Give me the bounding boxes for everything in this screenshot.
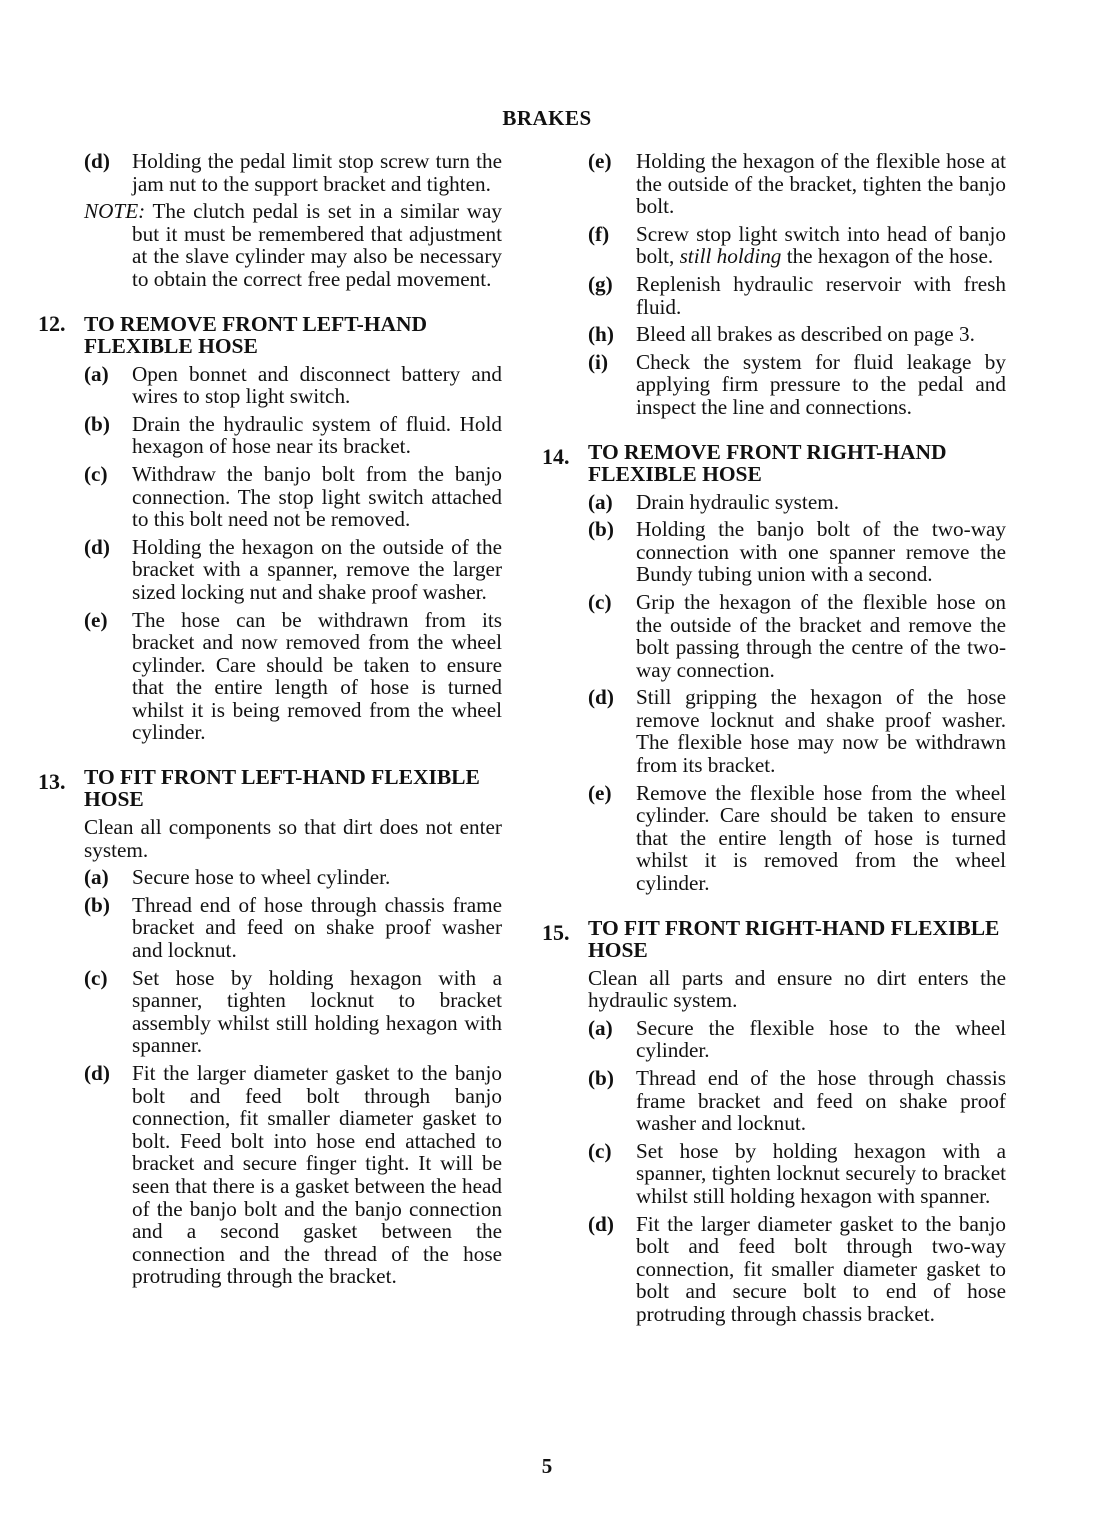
item-text-emphasis: still holding (679, 244, 782, 269)
section-number: 15. (542, 919, 570, 945)
item-text: Drain hydraulic system. (636, 489, 839, 514)
item-text: Holding the hexagon on the outside of the bracket with a spanner, remove the larger sized locking nut and shake proof washer. (132, 534, 502, 604)
item-label: (b) (588, 1066, 614, 1090)
page-title: BRAKES (502, 106, 592, 130)
list-item (84, 967, 502, 1057)
list-item (588, 1140, 1006, 1208)
note-text: The clutch pedal is set in a similar way but it must be remembered that adjustment at the slave cylinder may also be necessary to obtain the correct free pedal movement. (132, 199, 502, 291)
item-label: (a) (84, 865, 109, 890)
item-text: Replenish hydraulic reservoir with fresh fluid. (636, 271, 1006, 319)
list-item (84, 866, 502, 889)
item-text: Check the system for fluid leakage by applying firm pressure to the pedal and inspect the line and connections. (636, 349, 1006, 419)
item-text: Thread end of hose through chassis frame bracket and feed on shake proof washer and locknut. (132, 892, 502, 963)
page-number: 5 (541, 1454, 553, 1478)
list-item (84, 536, 502, 604)
section-14 (542, 439, 1006, 896)
item-text: Set hose by holding hexagon with a spanner, tighten locknut to bracket assembly whilst still holding hexagon with spanner. (132, 965, 502, 1058)
list-item (84, 413, 502, 458)
list-item (588, 491, 1006, 514)
section-title: TO FIT FRONT RIGHT-HAND FLEXIBLE HOSE (588, 915, 1000, 962)
left-column (38, 149, 502, 1293)
item-label: (a) (588, 1015, 613, 1040)
item-text: Holding the pedal limit stop screw turn the jam nut to the support bracket and tighten. (132, 149, 502, 196)
list-item (588, 686, 1006, 776)
section-title: TO FIT FRONT LEFT-HAND FLEXIBLE HOSE (84, 765, 480, 812)
list-item (84, 894, 502, 962)
item-text-after: the hexagon of the hose. (781, 244, 994, 269)
right-column (542, 149, 1006, 1331)
item-text: Fit the larger diameter gasket to the banjo bolt and feed bolt through two-way connection, fit smaller diameter gasket to bolt and secure bolt to end of hose protruding through chassis bracket. (636, 1211, 1006, 1326)
item-text: Thread end of the hose through chassis frame bracket and feed on shake proof washer and locknut. (636, 1066, 1006, 1136)
item-label: (e) (588, 780, 612, 805)
list-item (84, 609, 502, 745)
section-number: 13. (38, 769, 66, 795)
note-paragraph (84, 200, 502, 290)
item-label: (d) (84, 534, 110, 559)
item-text: Holding the banjo bolt of the two-way connection with one spanner remove the Bundy tubing union with a second. (636, 517, 1006, 587)
item-text: Holding the hexagon of the flexible hose at the outside of the bracket, tighten the banjo bolt. (636, 149, 1006, 219)
list-item (84, 1062, 502, 1288)
item-text: Set hose by holding hexagon with a spanner, tighten locknut securely to bracket whilst still holding hexagon with spanner. (636, 1138, 1006, 1208)
list-item (588, 273, 1006, 318)
item-label: (d) (588, 685, 614, 710)
item-label: (i) (588, 349, 608, 374)
item-label: (d) (588, 1211, 614, 1236)
item-text: Open bonnet and disconnect battery and wires to stop light switch. (132, 361, 502, 409)
list-item (588, 782, 1006, 895)
section-intro: Clean all parts and ensure no dirt enters the hydraulic system. (588, 965, 1006, 1013)
section-title: TO REMOVE FRONT LEFT-HAND FLEXIBLE HOSE (84, 311, 428, 358)
section-13 (38, 765, 502, 1289)
item-label: (b) (588, 517, 614, 542)
item-label: (a) (84, 361, 109, 386)
list-item (588, 518, 1006, 586)
item-label: (g) (588, 271, 613, 296)
list-item (588, 351, 1006, 419)
list-item (84, 363, 502, 408)
section-number: 12. (38, 310, 66, 336)
section-intro: Clean all components so that dirt does not enter system. (84, 815, 502, 862)
item-label: (e) (588, 149, 612, 173)
item-text: The hose can be withdrawn from its bracket and now removed from the wheel cylinder. Care should be taken to ensure that the entire length of hose is turned whilst it is being removed from the wheel cylinder. (132, 607, 502, 745)
item-text: Fit the larger diameter gasket to the banjo bolt and feed bolt through banjo connection, fit smaller diameter gasket to bolt. Feed bolt into hose end attached to bracket and secure finger tight. It will be seen that there is a gasket between the head of the banjo bolt and the banjo connection and a second gasket between the connection and the thread of the hose protruding through the bracket. (132, 1061, 502, 1289)
item-label: (f) (588, 221, 610, 246)
item-text: Still gripping the hexagon of the hose remove locknut and shake proof washer. The flexible hose may now be withdrawn from its bracket. (636, 685, 1006, 778)
list-item (84, 150, 502, 195)
list-item (588, 591, 1006, 681)
item-label: (c) (588, 589, 612, 614)
section-15 (542, 915, 1006, 1326)
item-text: Secure the flexible hose to the wheel cylinder. (636, 1015, 1006, 1063)
section-title: TO REMOVE FRONT RIGHT-HAND FLEXIBLE HOSE (588, 439, 947, 486)
item-text: Remove the flexible hose from the wheel cylinder. Care should be taken to ensure that the entire length of hose is turned whilst it is removed from the wheel cylinder. (636, 780, 1006, 896)
item-text-before: Screw stop light switch into head of banjo bolt, (636, 221, 1006, 269)
section-number: 14. (542, 443, 570, 469)
item-text: Bleed all brakes as described on page 3. (636, 322, 975, 347)
list-item (588, 323, 1006, 346)
item-text: Grip the hexagon of the flexible hose on the outside of the bracket and remove the bolt passing through the centre of the two-way connection. (636, 589, 1006, 682)
item-label: (c) (84, 965, 108, 990)
item-label: (h) (588, 322, 614, 347)
note-label: NOTE: (84, 199, 146, 224)
list-item (588, 150, 1006, 218)
list-item (588, 1017, 1006, 1062)
item-label: (c) (84, 461, 108, 486)
item-label: (a) (588, 489, 613, 514)
list-item (588, 1067, 1006, 1135)
item-label: (d) (84, 1061, 110, 1085)
item-label: (c) (588, 1138, 612, 1163)
item-text: Drain the hydraulic system of fluid. Hold hexagon of hose near its bracket. (132, 411, 502, 459)
list-item (588, 223, 1006, 268)
item-label: (b) (84, 411, 110, 436)
item-text (636, 223, 1006, 268)
item-label: (b) (84, 892, 110, 917)
list-item (84, 463, 502, 531)
item-label: (e) (84, 607, 108, 632)
section-12 (38, 310, 502, 745)
item-text: Secure hose to wheel cylinder. (132, 865, 391, 890)
item-label: (d) (84, 149, 110, 173)
list-item (588, 1213, 1006, 1326)
item-text: Withdraw the banjo bolt from the banjo connection. The stop light switch attached to this bolt need not be removed. (132, 461, 502, 532)
